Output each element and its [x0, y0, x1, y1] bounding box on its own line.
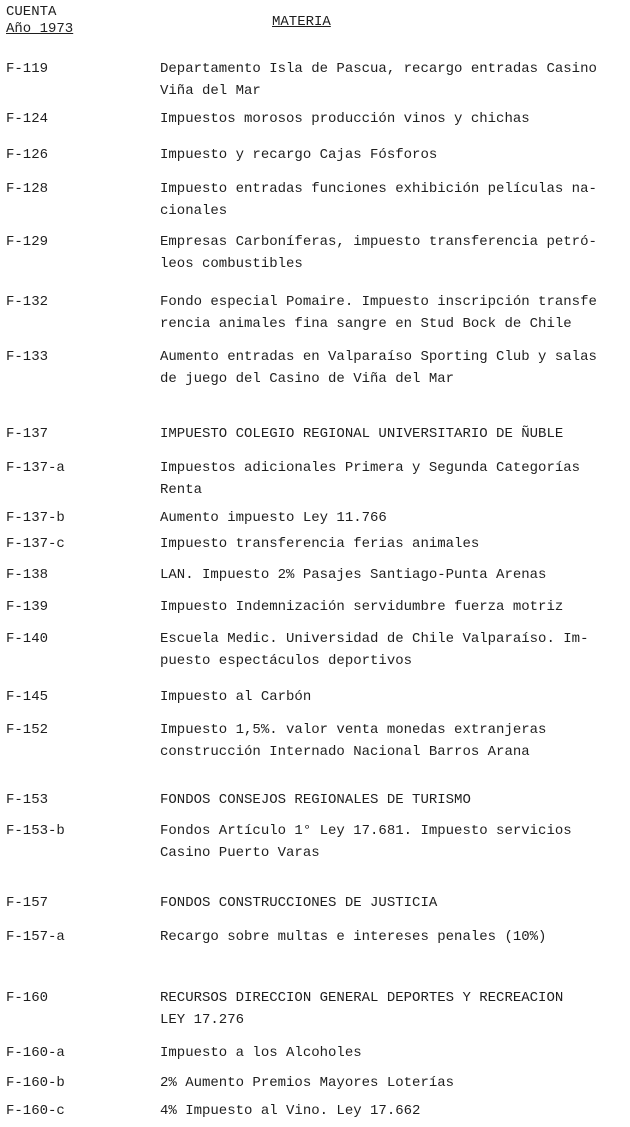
description-line: RECURSOS DIRECCION GENERAL DEPORTES Y RECREACION — [160, 990, 564, 1006]
description-line: Casino Puerto Varas — [160, 845, 320, 861]
account-code: F-133 — [6, 349, 49, 365]
description-line: Impuesto a los Alcoholes — [160, 1045, 362, 1061]
account-code: F-119 — [6, 61, 49, 77]
account-description — [160, 346, 626, 390]
description-line: Aumento impuesto Ley 11.766 — [160, 510, 387, 526]
description-line: Recargo sobre multas e intereses penales (10%) — [160, 929, 547, 945]
account-description — [160, 507, 626, 529]
description-line: Impuesto al Carbón — [160, 689, 312, 705]
description-line: puesto espectáculos deportivos — [160, 653, 413, 669]
account-description — [160, 719, 626, 763]
account-code: F-128 — [6, 181, 49, 197]
account-description — [160, 291, 626, 335]
description-line: 4% Impuesto al Vino. Ley 17.662 — [160, 1103, 421, 1119]
description-line: Departamento Isla de Pascua, recargo entradas Casino — [160, 61, 597, 77]
account-code: F-153 — [6, 792, 49, 808]
description-line: construcción Internado Nacional Barros Arana — [160, 744, 530, 760]
account-description — [160, 820, 626, 864]
column-header-year: Año 1973 — [6, 21, 74, 37]
column-header-materia: MATERIA — [272, 14, 331, 30]
description-line: Empresas Carboníferas, impuesto transferencia petró- — [160, 234, 597, 250]
account-description — [160, 987, 626, 1031]
account-code: F-137-a — [6, 460, 65, 476]
account-description — [160, 789, 626, 811]
description-line: Impuestos morosos producción vinos y chichas — [160, 111, 530, 127]
account-code: F-153-b — [6, 823, 65, 839]
description-line: Escuela Medic. Universidad de Chile Valparaíso. Im- — [160, 631, 589, 647]
description-line: Impuesto 1,5%. valor venta monedas extranjeras — [160, 722, 547, 738]
account-code: F-160-c — [6, 1103, 65, 1119]
account-code: F-160-b — [6, 1075, 65, 1091]
account-code: F-145 — [6, 689, 49, 705]
account-code: F-126 — [6, 147, 49, 163]
account-description — [160, 686, 626, 708]
description-line: Fondo especial Pomaire. Impuesto inscripción transfe — [160, 294, 597, 310]
account-description — [160, 1072, 626, 1094]
account-code: F-137 — [6, 426, 49, 442]
account-description — [160, 892, 626, 914]
account-description — [160, 457, 626, 501]
account-description — [160, 58, 626, 102]
description-line: rencia animales fina sangre en Stud Bock de Chile — [160, 316, 572, 332]
description-line: Impuesto transferencia ferias animales — [160, 536, 480, 552]
description-line: leos combustibles — [160, 256, 303, 272]
account-code: F-124 — [6, 111, 49, 127]
description-line: IMPUESTO COLEGIO REGIONAL UNIVERSITARIO DE ÑUBLE — [160, 426, 564, 442]
description-line: de juego del Casino de Viña del Mar — [160, 371, 455, 387]
account-description — [160, 108, 626, 130]
account-description — [160, 628, 626, 672]
description-line: LEY 17.276 — [160, 1012, 245, 1028]
description-line: cionales — [160, 203, 228, 219]
account-description — [160, 231, 626, 275]
description-line: Viña del Mar — [160, 83, 261, 99]
description-line: Impuesto entradas funciones exhibición películas na- — [160, 181, 597, 197]
account-description — [160, 423, 626, 445]
account-description — [160, 926, 626, 948]
account-code: F-137-c — [6, 536, 65, 552]
account-description — [160, 1100, 626, 1122]
account-description — [160, 144, 626, 166]
column-header-cuenta: CUENTA — [6, 4, 57, 20]
account-code: F-140 — [6, 631, 49, 647]
description-line: Impuesto y recargo Cajas Fósforos — [160, 147, 438, 163]
account-code: F-139 — [6, 599, 49, 615]
description-line: Impuestos adicionales Primera y Segunda Categorías — [160, 460, 581, 476]
account-code: F-160 — [6, 990, 49, 1006]
account-description — [160, 533, 626, 555]
description-line: Aumento entradas en Valparaíso Sporting Club y salas — [160, 349, 597, 365]
description-line: 2% Aumento Premios Mayores Loterías — [160, 1075, 455, 1091]
description-line: FONDOS CONSTRUCCIONES DE JUSTICIA — [160, 895, 438, 911]
description-line: FONDOS CONSEJOS REGIONALES DE TURISMO — [160, 792, 471, 808]
description-line: LAN. Impuesto 2% Pasajes Santiago-Punta Arenas — [160, 567, 547, 583]
account-description — [160, 1042, 626, 1064]
account-description — [160, 178, 626, 222]
account-description — [160, 564, 626, 586]
account-code: F-132 — [6, 294, 49, 310]
description-line: Impuesto Indemnización servidumbre fuerza motriz — [160, 599, 564, 615]
account-code: F-157-a — [6, 929, 65, 945]
description-line: Renta — [160, 482, 203, 498]
account-code: F-152 — [6, 722, 49, 738]
description-line: Fondos Artículo 1° Ley 17.681. Impuesto servicios — [160, 823, 572, 839]
account-description — [160, 596, 626, 618]
account-code: F-138 — [6, 567, 49, 583]
account-code: F-157 — [6, 895, 49, 911]
account-code: F-160-a — [6, 1045, 65, 1061]
account-code: F-137-b — [6, 510, 65, 526]
account-code: F-129 — [6, 234, 49, 250]
